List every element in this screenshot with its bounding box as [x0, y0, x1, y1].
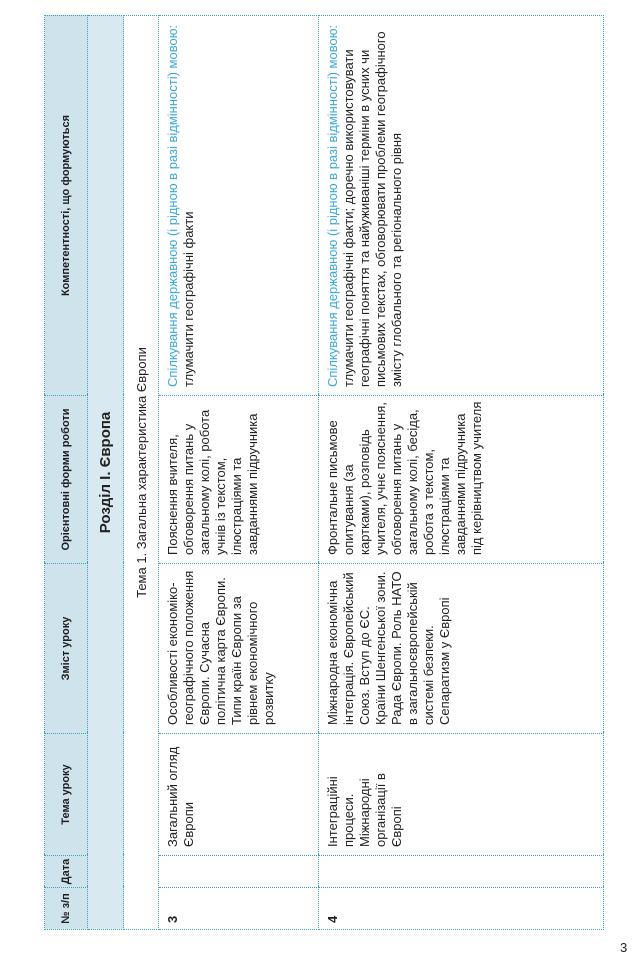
header-date: Дата [45, 856, 88, 888]
section-row [88, 16, 124, 930]
row-num: 3 [159, 888, 319, 930]
page-number: 3 [620, 940, 628, 955]
competency-highlight: Спілкування державною (і рідною в разі відмінності) мовою: [325, 24, 340, 387]
row-forms: Пояснення вчителя, обговорення питань у загальному колі, робота учнів із текстом, ілюстраціями та завданнями підручника [159, 396, 319, 564]
topic-title: Тема 1. Загальна характеристика Європи [124, 16, 159, 930]
header-topic: Тема уроку [45, 734, 88, 856]
table-row [319, 16, 604, 930]
row-content: Особливості економіко-географічного положення Європи. Сучасна політична карта Європи. Типи країн Європи за рівнем економічного розвитку [159, 564, 319, 734]
row-num: 4 [319, 888, 604, 930]
row-content: Міжнародна економічна інтеграція. Європейський Союз. Вступ до ЄС. Країни Шенгенської зони. Рада Європи. Роль НАТО в загальноєвропейській системі безпеки. Сепаратизм у Європі [319, 564, 604, 734]
header-content: Зміст уроку [45, 564, 88, 734]
row-topic: Інтеграційні процеси. Міжнародні організації в Європі [319, 734, 604, 856]
row-topic: Загальний огляд Європи [159, 734, 319, 856]
header-num: № з/п [45, 888, 88, 930]
rotated-table-sheet [44, 16, 604, 930]
row-date [159, 856, 319, 888]
section-title: Розділ І. Європа [88, 16, 124, 930]
topic-row [124, 16, 159, 930]
table-row [159, 16, 319, 930]
competency-text: тлумачити географічні факти [181, 211, 196, 387]
competency-highlight: Спілкування державною (і рідною в разі відмінності) мовою: [165, 24, 180, 387]
row-competencies [159, 16, 319, 396]
header-competencies: Компетентності, що формуються [45, 16, 88, 396]
header-forms: Орієнтовні форми роботи [45, 396, 88, 564]
lesson-plan-table [44, 15, 604, 930]
row-forms: Фронтальне письмове опитування (за картками), розповідь учителя, учнє пояснення, обговорення питань у загальному колі, бесіда, робота з текстом, ілюстраціями та завданнями підручника під керівництвом учителя [319, 396, 604, 564]
row-competencies [319, 16, 604, 396]
table-header-row [45, 16, 88, 930]
competency-text: тлумачити географічні факти; доречно використовувати географічні поняття та найуживаніші терміни в усних чи письмових текстах, обговорювати проблеми географічного змісту глобального та регіонального рівня [341, 31, 404, 387]
row-date [319, 856, 604, 888]
